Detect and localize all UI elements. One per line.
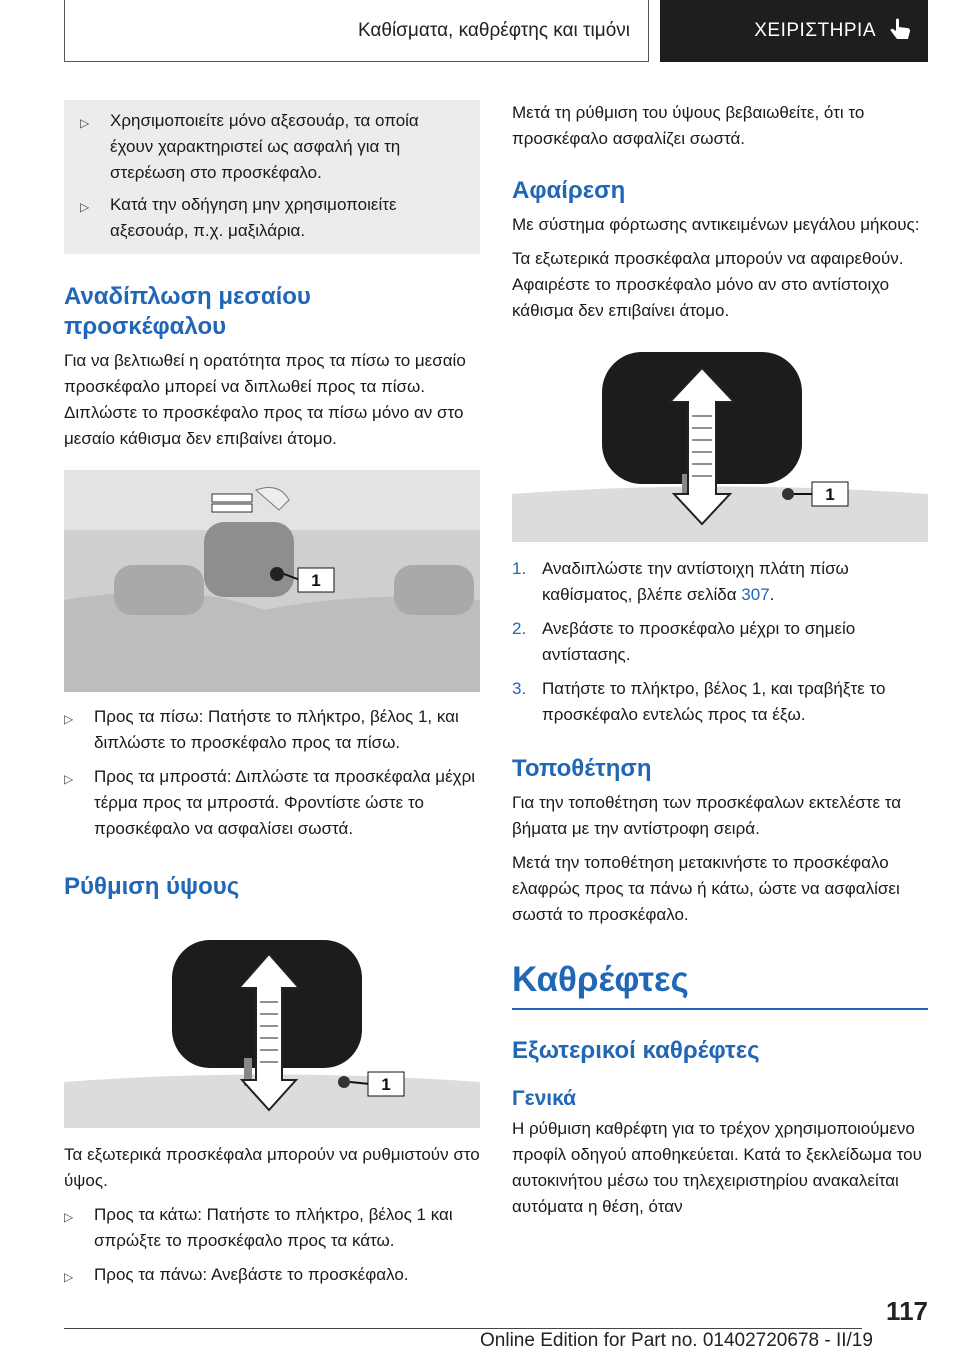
remove-heading: Αφαίρεση [512,177,626,204]
triangle-bullet-icon: ▷ [64,1210,74,1224]
list-item: 2. Ανεβάστε το προσκέφαλο μέχρι το σημείο αντίστασης. [512,619,856,664]
note-item: ▷ Χρησιμοποιείτε μόνο αξεσουάρ, τα οποία έχουν χαρακτηριστεί ως ασφαλή για τη στερέωση στο προσκέφαλο. [80,108,464,186]
hand-pointer-icon [888,17,914,45]
remove-headrest-illustration [512,344,928,542]
figure-label: 1 [381,1075,391,1094]
list-item: ▷ Προς τα μπροστά: Διπλώστε τα προσκέφαλα μέχρι τέρμα προς τα μπροστά. Φροντίστε ώστε το προσκέφαλο να ασφαλίσει σωστά. [64,764,480,842]
fold-bullet-list [64,704,480,842]
fold-headrest-illustration [64,470,480,692]
left-column [64,100,480,1290]
triangle-bullet-icon: ▷ [80,200,90,214]
install-heading: Τοποθέτηση [512,755,652,782]
triangle-bullet-icon: ▷ [64,772,74,786]
page-number: 117 [886,1296,928,1326]
height-bullet-list [64,1202,480,1290]
page-reference-link[interactable]: 307 [741,585,770,604]
mirrors-chapter [512,958,928,1010]
mirrors-heading: Καθρέφτες [512,960,689,999]
remove-paragraph-1: Με σύστημα φόρτωσης αντικειμένων μεγάλου μήκους: [512,215,920,234]
figure-label: 1 [825,485,835,504]
list-item: ▷ Προς τα πίσω: Πατήστε το πλήκτρο, βέλος 1, και διπλώστε το προσκέφαλο προς τα πίσω. [64,704,480,756]
general-paragraph: Η ρύθμιση καθρέφτη για το τρέχον χρησιμοποιούμενο προφίλ οδηγού αποθηκεύεται. Κατά το ξεκλείδωμα του αυτοκινήτου μέσω του τηλεχειριστηρίου ανακαλείται αυτόματα η θέση, όταν [512,1119,922,1216]
section-title: Καθίσματα, καθρέφτης και τιμόνι [64,0,649,62]
triangle-bullet-icon: ▷ [80,116,90,130]
figure-label: 1 [311,571,321,590]
list-item: 3. Πατήστε το πλήκτρο, βέλος 1, και τραβήξτε το προσκέφαλο εντελώς προς τα έξω. [512,679,886,724]
general-heading: Γενικά [512,1087,577,1110]
fold-heading: Αναδίπλωση μεσαίου προσκέφαλου [64,283,311,340]
list-item: ▷ Προς τα κάτω: Πατήστε το πλήκτρο, βέλος 1 και σπρώξτε το προσκέφαλο προς τα κάτω. [64,1202,480,1254]
chapter-title: ΧΕΙΡΙΣΤΗΡΙΑ [754,20,876,41]
triangle-bullet-icon: ▷ [64,712,74,726]
install-paragraph-2: Μετά την τοποθέτηση μετακινήστε το προσκέφαλο ελαφρώς προς τα πάνω ή κάτω, ώστε να ασφαλίσει σωστά το προσκέφαλο. [512,853,900,924]
page-header [64,0,928,62]
edition-footer: Online Edition for Part no. 01402720678 - II/19 [480,1330,873,1351]
note-item: ▷ Κατά την οδήγηση μην χρησιμοποιείτε αξεσουάρ, π.χ. μαξιλάρια. [80,192,464,244]
remove-steps-list [512,556,928,728]
footer-divider [64,1328,862,1329]
install-paragraph-1: Για την τοποθέτηση των προσκέφαλων εκτελέστε τα βήματα με την αντίστροφη σειρά. [512,793,902,838]
after-adjust-paragraph: Μετά τη ρύθμιση του ύψους βεβαιωθείτε, ότι το προσκέφαλο ασφαλίζει σωστά. [512,103,865,148]
safety-note-box [64,100,480,254]
height-paragraph: Τα εξωτερικά προσκέφαλα μπορούν να ρυθμιστούν στο ύψος. [64,1145,480,1190]
fold-paragraph: Για να βελτιωθεί η ορατότητα προς τα πίσω το μεσαίο προσκέφαλο μπορεί να διπλωθεί προς τα πίσω. Διπλώστε το προσκέφαλο προς τα πίσω μόνο αν στο μεσαίο κάθισμα δεν επιβαίνει άτομο. [64,351,466,448]
triangle-bullet-icon: ▷ [64,1270,74,1284]
exterior-mirrors-heading: Εξωτερικοί καθρέφτες [512,1037,760,1064]
list-item: ▷ Προς τα πάνω: Ανεβάστε το προσκέφαλο. [64,1262,480,1290]
chapter-tab [660,0,928,62]
right-column [512,100,928,1220]
list-item: 1. Αναδιπλώστε την αντίστοιχη πλάτη πίσω καθίσματος, βλέπε σελίδα 307. [512,559,849,604]
height-adjust-illustration [64,932,480,1128]
height-heading: Ρύθμιση ύψους [64,873,240,900]
remove-paragraph-2: Τα εξωτερικά προσκέφαλα μπορούν να αφαιρεθούν. Αφαιρέστε το προσκέφαλο μόνο αν στο αντίστοιχο κάθισμα δεν επιβαίνει άτομο. [512,249,904,320]
